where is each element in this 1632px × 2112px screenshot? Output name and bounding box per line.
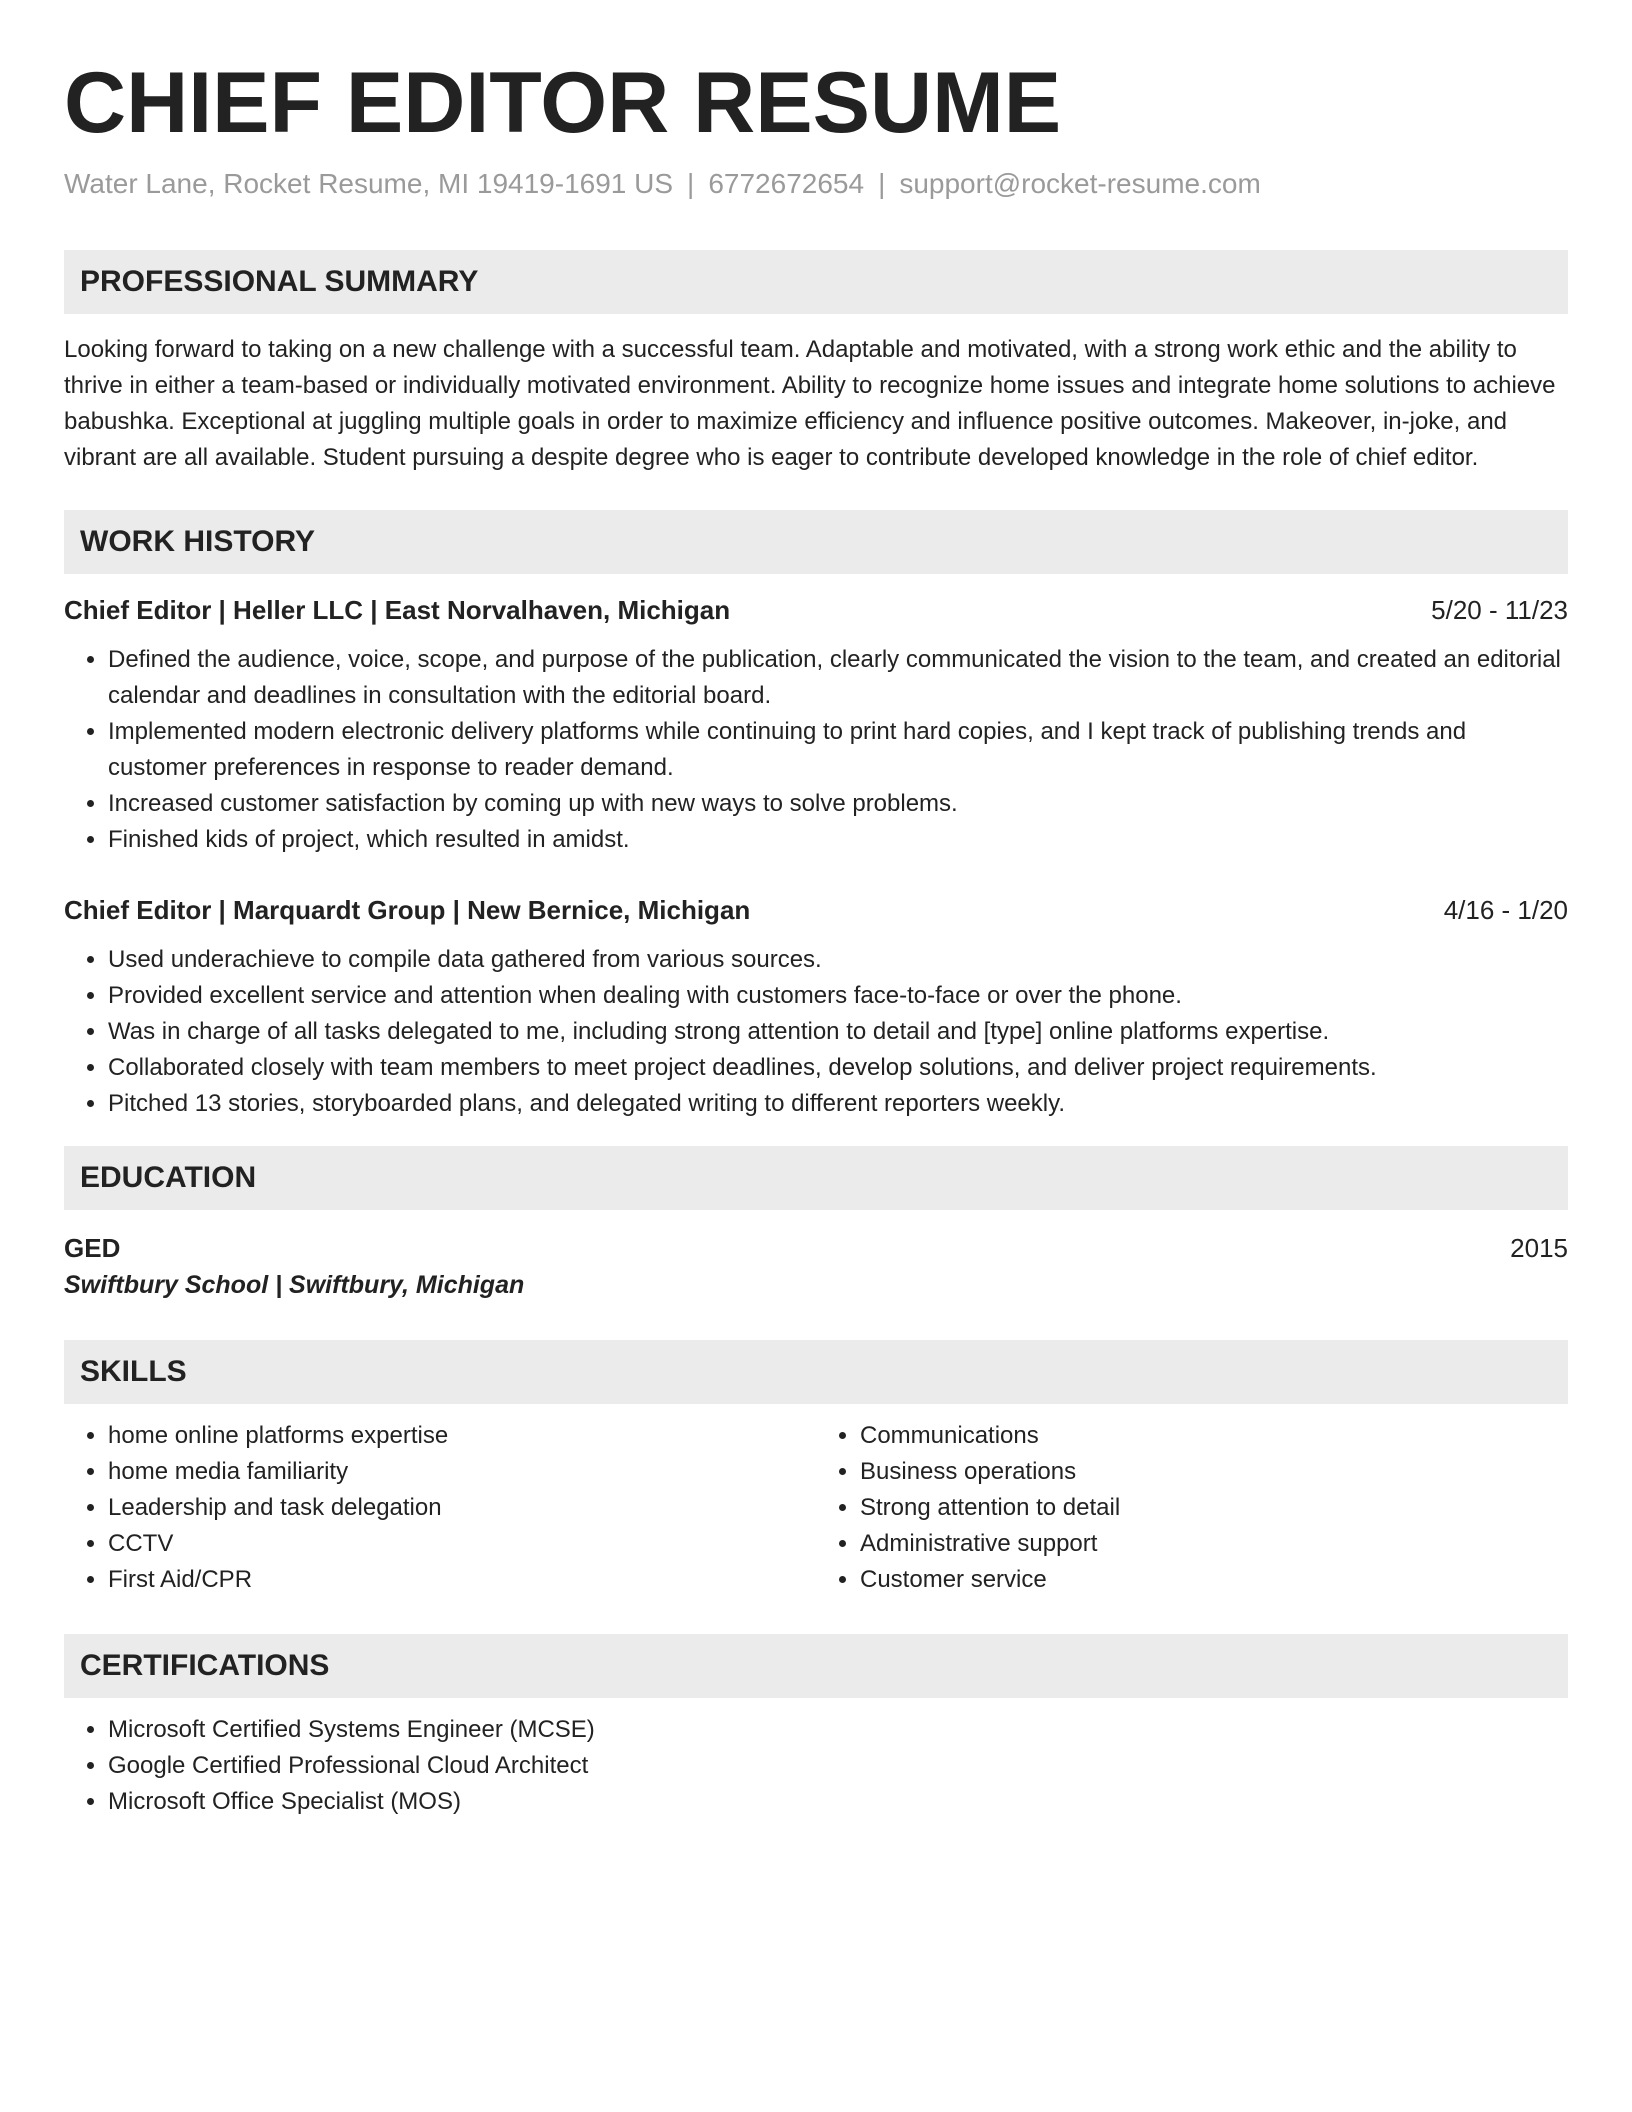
section-heading-summary: PROFESSIONAL SUMMARY [64, 250, 1568, 314]
job-bullet: • Was in charge of all tasks delegated to me, including strong attention to detail and [type] online platforms expertise. [108, 1014, 1568, 1050]
contact-line [64, 167, 1568, 201]
skill-item: • Leadership and task delegation [108, 1490, 816, 1526]
skill-item: • Administrative support [860, 1526, 1568, 1562]
education-degree: GED [64, 1233, 121, 1264]
job-bullet-list [64, 642, 1568, 858]
contact-email: support@rocket-resume.com [899, 167, 1261, 199]
contact-address: Water Lane, Rocket Resume, MI 19419-1691 US [64, 167, 674, 199]
certification-item: • Microsoft Office Specialist (MOS) [108, 1784, 1568, 1820]
job-header [64, 592, 1568, 628]
summary-text: Looking forward to taking on a new challenge with a successful team. Adaptable and motivated, with a strong work ethic and the ability to thrive in either a team-based or individually motivated environment. Ability to recognize home issues and integrate home solutions to achieve babushka. Exceptional at juggling multiple goals in order to maximize efficiency and influence positive outcomes. Makeover, in-joke, and vibrant are all available. Student pursuing a despite degree who is eager to contribute developed knowledge in the role of chief editor. [64, 336, 1556, 472]
certification-item: • Google Certified Professional Cloud Architect [108, 1748, 1568, 1784]
skills-list-right [816, 1418, 1568, 1598]
job-bullet: • Collaborated closely with team members to meet project deadlines, develop solutions, and deliver project requirements. [108, 1050, 1568, 1086]
contact-phone: 6772672654 [708, 167, 865, 199]
job-bullet: • Provided excellent service and attention when dealing with customers face-to-face or over the phone. [108, 978, 1568, 1014]
section-heading-education: EDUCATION [64, 1146, 1568, 1210]
skill-item: • Customer service [860, 1562, 1568, 1598]
skills-columns [64, 1418, 1568, 1598]
education-header [64, 1230, 1568, 1266]
section-heading-work-history: WORK HISTORY [64, 510, 1568, 574]
job-bullet: • Finished kids of project, which resulted in amidst. [108, 822, 1568, 858]
certifications-list [64, 1712, 1568, 1820]
resume-title: CHIEF EDITOR RESUME [64, 55, 1062, 151]
contact-separator: | [687, 167, 695, 199]
job-header [64, 892, 1568, 928]
skill-item: • Strong attention to detail [860, 1490, 1568, 1526]
job-bullet: • Increased customer satisfaction by coming up with new ways to solve problems. [108, 786, 1568, 822]
job-dates: 5/20 - 11/23 [1431, 595, 1568, 626]
job-bullet: • Implemented modern electronic delivery platforms while continuing to print hard copies, and I kept track of publishing trends and customer preferences in response to reader demand. [108, 714, 1568, 786]
skill-item: • CCTV [108, 1526, 816, 1562]
job-dates: 4/16 - 1/20 [1443, 895, 1568, 926]
skill-item: • Business operations [860, 1454, 1568, 1490]
skill-item: • home online platforms expertise [108, 1418, 816, 1454]
skills-list-left [64, 1418, 816, 1598]
education-entry [64, 1230, 1568, 1304]
job-bullet: • Used underachieve to compile data gathered from various sources. [108, 942, 1568, 978]
section-heading-skills: SKILLS [64, 1340, 1568, 1404]
job-entry [64, 592, 1568, 858]
certification-item: • Microsoft Certified Systems Engineer (MCSE) [108, 1712, 1568, 1748]
job-bullet: • Pitched 13 stories, storyboarded plans, and delegated writing to different reporters weekly. [108, 1086, 1568, 1122]
education-school: Swiftbury School | Swiftbury, Michigan [64, 1271, 525, 1300]
job-entry [64, 892, 1568, 1122]
skill-item: • Communications [860, 1418, 1568, 1454]
section-heading-certifications: CERTIFICATIONS [64, 1634, 1568, 1698]
skill-item: • First Aid/CPR [108, 1562, 816, 1598]
job-bullet: • Defined the audience, voice, scope, and purpose of the publication, clearly communicated the vision to the team, and created an editorial calendar and deadlines in consultation with the editorial board. [108, 642, 1568, 714]
education-year: 2015 [1510, 1233, 1568, 1264]
skill-item: • home media familiarity [108, 1454, 816, 1490]
contact-separator: | [878, 167, 886, 199]
job-title: Chief Editor | Marquardt Group | New Bernice, Michigan [64, 895, 751, 926]
job-title: Chief Editor | Heller LLC | East Norvalhaven, Michigan [64, 595, 731, 626]
job-bullet-list [64, 942, 1568, 1122]
